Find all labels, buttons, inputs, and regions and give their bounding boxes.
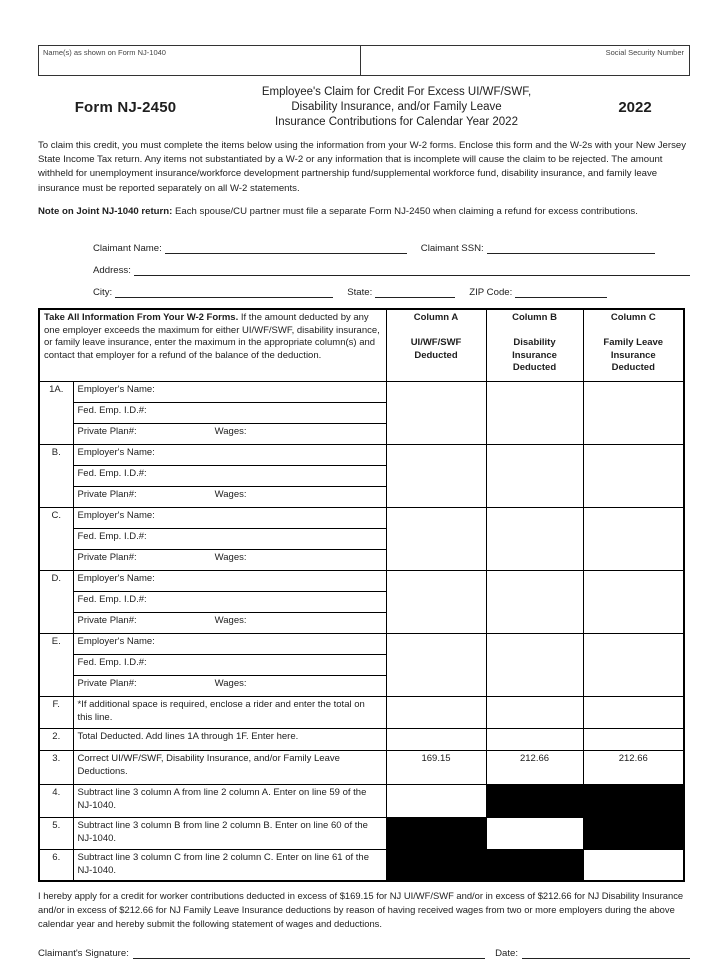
row-6-text: Subtract line 3 column C from line 2 column C. Enter on line 61 of the NJ-1040. [73,849,386,881]
employer-name-label: Employer's Name: [77,509,155,521]
col-c-input-cell[interactable] [583,849,684,881]
col-a-input-cell[interactable] [386,633,486,696]
col-c-input-cell[interactable] [583,633,684,696]
employer-name-label: Employer's Name: [77,446,155,458]
private-plan-label: Private Plan#: [77,677,137,689]
employer-group-row [39,381,684,402]
header-desc-bold: Take All Information From Your W-2 Forms. [44,312,239,324]
declaration-paragraph: I hereby apply for a credit for worker contributions deducted in excess of $169.15 for NJ UI/WF/SWF and/or in excess of $212.66 for NJ Disability Insurance and/or in excess of $212.66 for NJ Family Leave Insurance deductions by reason of having received wages from two or more employers during the above calendar year and hereby submit the following statement of wages and deductions. [38,890,684,929]
address-label: Address: [93,265,131,277]
signature-row [38,947,690,959]
column-c-sub-line: Insurance [610,349,656,361]
col-b-input-cell[interactable] [486,507,583,570]
col-b-input-cell[interactable] [486,381,583,444]
column-a-sub-line: Deducted [414,349,458,361]
column-c-title: Column C [610,312,656,324]
row-2-text: Total Deducted. Add lines 1A through 1F. Enter here. [73,728,386,750]
note-paragraph [38,205,690,219]
fed-id-input-cell[interactable] [73,654,386,675]
zip-label: ZIP Code: [469,287,513,299]
column-c-subtitle [588,337,680,374]
row-6 [39,849,684,881]
ssn-field-cell[interactable] [361,46,689,75]
date-input[interactable] [522,947,690,959]
claimant-name-row [93,232,690,254]
state-label: State: [347,287,373,299]
wages-label: Wages: [214,425,247,437]
form-title [213,85,580,131]
fed-id-input-cell[interactable] [73,402,386,423]
claimant-info-block [38,232,690,298]
col-a-input-cell[interactable] [386,444,486,507]
row-label: 1A. [39,381,73,444]
city-label: City: [93,287,113,299]
col-c-input-cell[interactable] [583,696,684,728]
row-label: 3. [39,750,73,784]
employer-group-row [39,570,684,591]
title-bar [38,85,690,131]
row-label: 2. [39,728,73,750]
employer-group-row [39,444,684,465]
col-b-input-cell[interactable] [486,570,583,633]
claimant-ssn-label: Claimant SSN: [420,243,484,255]
fed-id-label: Fed. Emp. I.D.#: [77,467,147,479]
col-c-input-cell[interactable] [583,444,684,507]
column-b-sub-line: Deducted [512,362,557,374]
col-b-input-cell[interactable] [486,633,583,696]
row-label: 5. [39,817,73,849]
row-2 [39,728,684,750]
column-a-sub-line: UI/WF/SWF [410,337,462,349]
column-a-header [386,309,486,381]
row-label: 6. [39,849,73,881]
col-a-blocked-cell [386,817,486,849]
row-3 [39,750,684,784]
column-c-sub-line: Family Leave [603,337,664,349]
state-input[interactable] [375,286,455,298]
city-state-zip-row [93,276,620,298]
fed-id-input-cell[interactable] [73,591,386,612]
city-input[interactable] [115,286,333,298]
column-a-subtitle [391,337,482,362]
row-5-text: Subtract line 3 column B from line 2 column B. Enter on line 60 of the NJ-1040. [73,817,386,849]
table-header-description [39,309,386,381]
row-label: E. [39,633,73,696]
wages-label: Wages: [214,677,247,689]
column-a-title: Column A [413,312,459,324]
col-b-blocked-cell [486,784,583,817]
col-c-value: 212.66 [583,750,684,784]
col-a-input-cell[interactable] [386,381,486,444]
form-title-line2: Disability Insurance, and/or Family Leave [291,101,502,114]
col-b-blocked-cell [486,849,583,881]
ssn-field-label: Social Security Number [605,48,684,57]
col-c-input-cell[interactable] [583,507,684,570]
fed-id-label: Fed. Emp. I.D.#: [77,656,147,668]
private-plan-wages-cell[interactable] [73,675,386,696]
col-b-input-cell[interactable] [486,817,583,849]
row-5 [39,817,684,849]
employer-name-input-cell[interactable] [73,381,386,402]
private-plan-wages-cell[interactable] [73,486,386,507]
employer-name-input-cell[interactable] [73,444,386,465]
name-field-cell[interactable] [39,46,361,75]
row-3-text: Correct UI/WF/SWF, Disability Insurance, and/or Family Leave Deductions. [73,750,386,784]
tax-year: 2022 [618,99,652,117]
col-a-input-cell[interactable] [386,507,486,570]
row-label: 4. [39,784,73,817]
row-4 [39,784,684,817]
private-plan-label: Private Plan#: [77,614,137,626]
form-number: Form NJ-2450 [74,99,177,117]
employer-name-input-cell[interactable] [73,570,386,591]
private-plan-wages-cell[interactable] [73,612,386,633]
col-a-input-cell[interactable] [386,728,486,750]
col-a-blocked-cell [386,849,486,881]
fed-id-label: Fed. Emp. I.D.#: [77,530,147,542]
claimant-name-input[interactable] [165,242,407,254]
col-b-input-cell[interactable] [486,728,583,750]
fed-id-label: Fed. Emp. I.D.#: [77,593,147,605]
column-b-sub-line: Insurance [512,349,557,361]
w2-information-table [38,308,685,882]
column-b-title: Column B [512,312,557,324]
private-plan-label: Private Plan#: [77,551,137,563]
fed-id-input-cell[interactable] [73,528,386,549]
private-plan-wages-cell[interactable] [73,549,386,570]
private-plan-wages-cell[interactable] [73,423,386,444]
column-c-sub-line: Deducted [611,362,655,374]
header-desc-text: If the amount deducted by any one employer exceeds the maximum for either UI/WF/SWF, disability insurance, or family leave insurance, enter the maximum in the appropriate column(s) and contact that employer for a refund of the balance of the deduction. [44,312,380,361]
private-plan-label: Private Plan#: [77,425,137,437]
wages-label: Wages: [214,551,247,563]
note-bold-lead: Note on Joint NJ-1040 return: [38,206,173,218]
form-nj-2450-page [38,45,690,959]
wages-label: Wages: [214,614,247,626]
form-title-line3: Insurance Contributions for Calendar Year 2022 [275,116,518,129]
fed-id-input-cell[interactable] [73,465,386,486]
row-4-text: Subtract line 3 column A from line 2 column A. Enter on line 59 of the NJ-1040. [73,784,386,817]
col-c-input-cell[interactable] [583,381,684,444]
column-c-header [583,309,684,381]
signature-input[interactable] [133,947,485,959]
employer-name-label: Employer's Name: [77,383,155,395]
row-label: D. [39,570,73,633]
column-b-sub-line: Disability [513,337,556,349]
column-b-header [486,309,583,381]
row-f-text: *If additional space is required, enclose a rider and enter the total on this line. [73,696,386,728]
intro-paragraph: To claim this credit, you must complete the items below using the information from your W-2 forms. Enclose this form and the W-2s with your New Jersey State Income Tax return. Any items not substantiated by a W-2 or any information that is incomplete will cause the claim to be rejected. The amount withheld for unemployment insurance/workforce development partnership fund/supplemental workforce fund, disability insurance, and family leave insurance must be reported separately on all W-2 statements. [38,139,686,194]
col-c-blocked-cell [583,784,684,817]
zip-input[interactable] [515,286,607,298]
col-a-value: 169.15 [386,750,486,784]
row-label: F. [39,696,73,728]
row-label: B. [39,444,73,507]
col-a-input-cell[interactable] [386,784,486,817]
date-label: Date: [495,948,518,959]
row-f [39,696,684,728]
column-b-subtitle [491,337,579,374]
employer-name-input-cell[interactable] [73,507,386,528]
address-input[interactable] [134,264,690,276]
employer-group-row [39,633,684,654]
employer-name-label: Employer's Name: [77,572,155,584]
col-c-input-cell[interactable] [583,570,684,633]
col-b-input-cell[interactable] [486,444,583,507]
wages-label: Wages: [214,488,247,500]
employer-name-label: Employer's Name: [77,635,155,647]
table-header-row [39,309,684,381]
fed-id-label: Fed. Emp. I.D.#: [77,404,147,416]
col-c-input-cell[interactable] [583,728,684,750]
signature-label: Claimant's Signature: [38,948,129,959]
col-b-value: 212.66 [486,750,583,784]
note-text: Each spouse/CU partner must file a separate Form NJ-2450 when claiming a refund for excess contributions. [172,206,638,218]
name-field-label: Name(s) as shown on Form NJ-1040 [43,48,166,57]
form-title-line1: Employee's Claim for Credit For Excess UI/WF/SWF, [261,86,532,98]
row-label: C. [39,507,73,570]
claimant-name-label: Claimant Name: [93,243,162,255]
employer-group-row [39,507,684,528]
name-ssn-box [38,45,690,76]
col-b-input-cell[interactable] [486,696,583,728]
address-row [93,254,690,276]
employer-name-input-cell[interactable] [73,633,386,654]
private-plan-label: Private Plan#: [77,488,137,500]
col-a-input-cell[interactable] [386,570,486,633]
col-c-blocked-cell [583,817,684,849]
col-a-input-cell[interactable] [386,696,486,728]
claimant-ssn-input[interactable] [487,242,655,254]
